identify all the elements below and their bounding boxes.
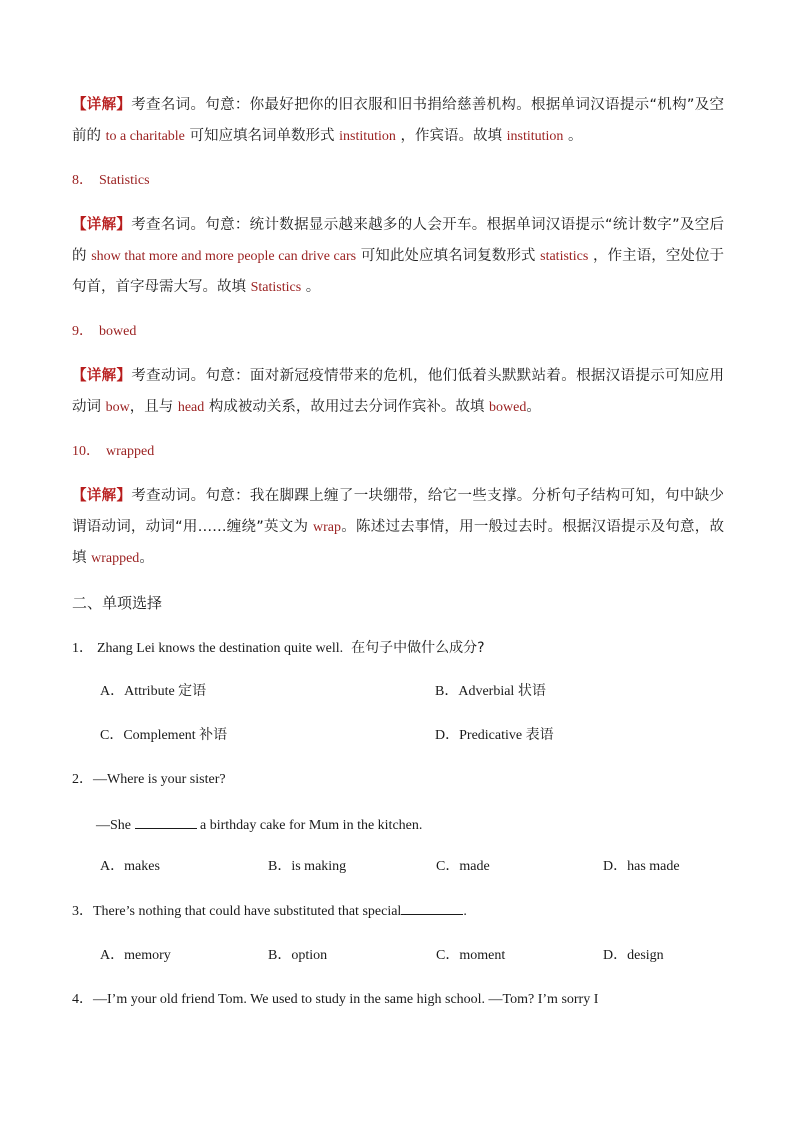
question-1: 1． Zhang Lei knows the destination quite well. 在句子中做什么成分? <box>72 640 485 656</box>
q3-option-b[interactable]: B．option <box>268 948 328 963</box>
q2-option-b[interactable]: B．is making <box>268 859 347 874</box>
q1-option-d[interactable]: D．Predicative 表语 <box>435 728 554 743</box>
explanation-9: 【详解】考查动词。句意：面对新冠疫情带来的危机，他们低着头默默站着。根据汉语提示可知应用动词 bow，且与 head 构成被动关系，故用过去分词作宾补。故填 bowed。 <box>72 368 725 415</box>
answer-10: 10． wrapped <box>72 444 155 459</box>
q3-option-c[interactable]: C．moment <box>436 948 506 963</box>
explanation-tag: 【详解】 <box>72 488 132 504</box>
question-2: 2．—Where is your sister? <box>72 772 226 787</box>
q3-option-a[interactable]: A．memory <box>100 948 171 963</box>
answer-9: 9． bowed <box>72 324 137 339</box>
explanation-tag: 【详解】 <box>72 217 132 233</box>
q1-option-c[interactable]: C．Complement 补语 <box>100 728 228 743</box>
q2-option-d[interactable]: D．has made <box>603 859 680 874</box>
answer-blank[interactable] <box>401 900 463 915</box>
question-4: 4．—I’m your old friend Tom. We used to study in the same high school. —Tom? I’m sorry I <box>72 992 599 1007</box>
q1-option-a[interactable]: A．Attribute 定语 <box>100 684 207 699</box>
answer-blank[interactable] <box>135 814 197 829</box>
question-3: 3．There’s nothing that could have substituted that special . <box>72 900 724 922</box>
explanation-7: 【详解】考查名词。句意：你最好把你的旧衣服和旧书捐给慈善机构。根据单词汉语提示“机构”及空前的 to a charitable 可知应填名词单数形式 institution ，作宾语。故填 institution 。 <box>72 97 724 144</box>
answer-8: 8． Statistics <box>72 173 150 188</box>
explanation-tag: 【详解】 <box>72 97 132 113</box>
q1-option-b[interactable]: B．Adverbial 状语 <box>435 684 546 699</box>
q2-option-a[interactable]: A．makes <box>100 859 160 874</box>
explanation-8: 【详解】考查名词。句意：统计数据显示越来越多的人会开车。根据单词汉语提示“统计数字”及空后的 show that more and more people can drive cars 可知此处应填名词复数形式 statistics ，作主语，空处位于句首，首字母需大写。故填 Statistics 。 <box>72 217 725 295</box>
q3-option-d[interactable]: D．design <box>603 948 664 963</box>
explanation-tag: 【详解】 <box>72 368 132 384</box>
question-2-line2: —She a birthday cake for Mum in the kitchen. <box>96 814 748 836</box>
q2-option-c[interactable]: C．made <box>436 859 490 874</box>
explanation-10: 【详解】考查动词。句意：我在脚踝上缠了一块绷带，给它一些支撑。分析句子结构可知，句中缺少谓语动词，动词“用……缠绕”英文为 wrap。陈述过去事情，用一般过去时。根据汉语提示及句意，故填 wrapped。 <box>72 488 725 566</box>
section-title: 二、单项选择 <box>72 594 163 612</box>
